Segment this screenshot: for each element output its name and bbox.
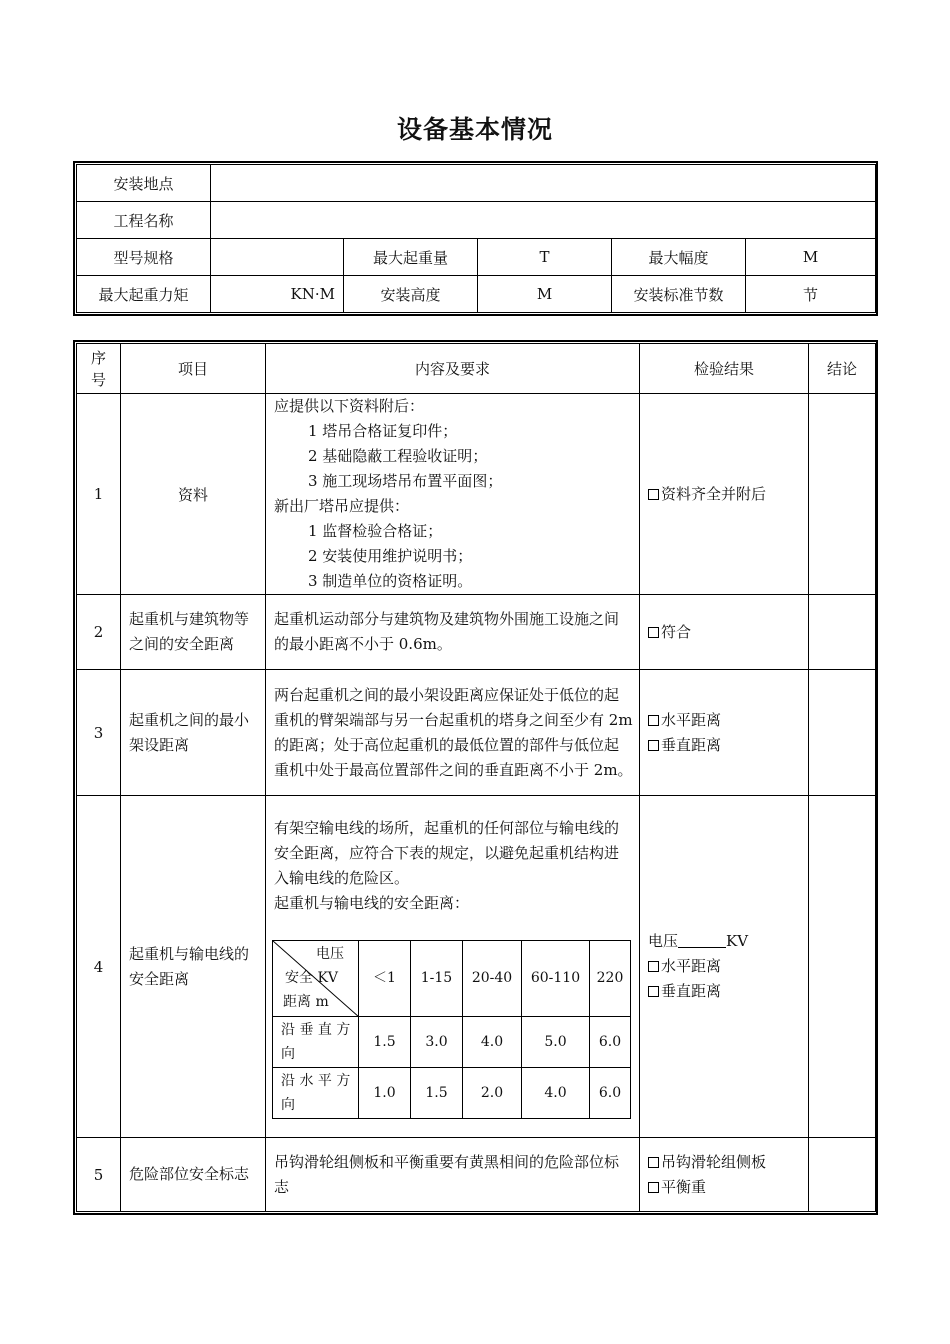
row-seq: 4 — [77, 796, 121, 1138]
project-name-label: 工程名称 — [77, 202, 211, 239]
max-lift-weight-label: 最大起重量 — [344, 239, 478, 276]
max-moment-label: 最大起重力矩 — [77, 276, 211, 313]
result-option[interactable] — [648, 954, 802, 979]
table-row — [77, 670, 876, 796]
max-moment-unit[interactable]: KN·M — [211, 276, 344, 313]
checkbox-icon[interactable] — [648, 715, 659, 726]
install-location-value[interactable] — [211, 165, 876, 202]
header-seq-text: 序号 — [90, 348, 106, 389]
row-content — [266, 796, 640, 1138]
voltage-blank[interactable] — [678, 933, 726, 948]
result-option[interactable] — [648, 979, 802, 1004]
corner-bottom-label: 距离 m — [283, 994, 329, 1010]
checkbox-icon[interactable] — [648, 961, 659, 972]
checkbox-icon[interactable] — [648, 740, 659, 751]
header-item: 项目 — [121, 344, 266, 394]
list-item: 2 基础隐蔽工程验收证明； — [308, 447, 488, 465]
header-seq — [77, 344, 121, 394]
row-result — [640, 1138, 809, 1212]
row-conclusion[interactable] — [809, 595, 876, 670]
header-result: 检验结果 — [640, 344, 809, 394]
checklist-table — [76, 343, 876, 1212]
row-content: 两台起重机之间的最小架设距离应保证处于低位的起重机的臂架端部与另一台起重机的塔身之间至少有 2m 的距离；处于高位起重机的最低位置的部件与低位起重机中处于最高位置部件之间的垂直距离不小于 2m。 — [266, 670, 640, 796]
table-row — [77, 1138, 876, 1212]
corner-top-label: 电压 — [316, 946, 344, 962]
max-radius-label: 最大幅度 — [612, 239, 746, 276]
model-spec-value[interactable] — [211, 239, 344, 276]
list-item: 3 施工现场塔吊布置平面图； — [308, 472, 503, 490]
header-content: 内容及要求 — [266, 344, 640, 394]
max-radius-unit[interactable]: M — [746, 239, 876, 276]
voltage-header: 20-40 — [463, 941, 522, 1017]
checkbox-icon[interactable] — [648, 1182, 659, 1193]
row-item: 起重机与建筑物等之间的安全距离 — [121, 595, 266, 670]
max-lift-weight-unit[interactable]: T — [478, 239, 612, 276]
table-row — [77, 595, 876, 670]
distance-value: 4.0 — [463, 1017, 522, 1068]
voltage-header: 60-110 — [522, 941, 590, 1017]
voltage-header: 220 — [590, 941, 631, 1017]
distance-value: 1.5 — [411, 1068, 463, 1119]
model-spec-label: 型号规格 — [77, 239, 211, 276]
row-content: 起重机运动部分与建筑物及建筑物外围施工设施之间的最小距离不小于 0.6m。 — [266, 595, 640, 670]
voltage-label: 电压 — [648, 932, 679, 950]
table-row — [77, 796, 876, 1138]
install-height-unit[interactable]: M — [478, 276, 612, 313]
table-row — [77, 394, 876, 595]
direction-label: 沿 水 平 方向 — [273, 1068, 359, 1119]
voltage-distance-table — [272, 940, 631, 1119]
checklist-frame — [73, 340, 878, 1215]
result-option[interactable] — [648, 1175, 802, 1200]
list-item: 3 制造单位的资格证明。 — [308, 572, 473, 590]
project-name-value[interactable] — [211, 202, 876, 239]
distance-value: 4.0 — [522, 1068, 590, 1119]
distance-value: 6.0 — [590, 1068, 631, 1119]
direction-label: 沿 垂 直 方向 — [273, 1017, 359, 1068]
row-item: 起重机之间的最小架设距离 — [121, 670, 266, 796]
checkbox-icon[interactable] — [648, 489, 659, 500]
install-location-label: 安装地点 — [77, 165, 211, 202]
checkbox-icon[interactable] — [648, 1157, 659, 1168]
result-option[interactable] — [648, 733, 802, 758]
result-label: 资料齐全并附后 — [661, 484, 767, 503]
result-option[interactable] — [648, 620, 802, 645]
list-item: 2 安装使用维护说明书； — [308, 547, 473, 565]
equipment-info-table — [76, 164, 876, 313]
row-conclusion[interactable] — [809, 670, 876, 796]
row-item: 资料 — [121, 394, 266, 595]
checkbox-icon[interactable] — [648, 986, 659, 997]
result-option[interactable] — [648, 1150, 802, 1175]
voltage-header: ＜1 — [359, 941, 411, 1017]
result-label: 垂直距离 — [661, 982, 722, 1000]
distance-value: 5.0 — [522, 1017, 590, 1068]
install-height-label: 安装高度 — [344, 276, 478, 313]
result-label: 水平距离 — [661, 957, 722, 975]
result-label: 平衡重 — [661, 1177, 707, 1196]
checkbox-icon[interactable] — [648, 627, 659, 638]
distance-value: 3.0 — [411, 1017, 463, 1068]
row-seq: 3 — [77, 670, 121, 796]
row-result — [640, 670, 809, 796]
result-label: 水平距离 — [661, 710, 722, 729]
std-sections-label: 安装标准节数 — [612, 276, 746, 313]
row-conclusion[interactable] — [809, 1138, 876, 1212]
distance-value: 1.0 — [359, 1068, 411, 1119]
row-item: 起重机与输电线的安全距离 — [121, 796, 266, 1138]
distance-value: 6.0 — [590, 1017, 631, 1068]
voltage-table-corner — [273, 941, 359, 1017]
result-label: 吊钩滑轮组侧板 — [661, 1152, 767, 1171]
row-result — [640, 595, 809, 670]
result-option[interactable] — [648, 482, 802, 507]
result-label: 符合 — [661, 622, 692, 641]
list-item: 1 监督检验合格证； — [308, 522, 443, 540]
voltage-fill-line[interactable] — [648, 929, 802, 954]
corner-mid-label: 安全 KV — [285, 970, 339, 986]
distance-value: 1.5 — [359, 1017, 411, 1068]
intro-text: 应提供以下资料附后： — [274, 397, 425, 415]
row-result — [640, 796, 809, 1138]
row-seq: 5 — [77, 1138, 121, 1212]
row-content: 吊钩滑轮组侧板和平衡重要有黄黑相间的危险部位标志 — [266, 1138, 640, 1212]
row-seq: 2 — [77, 595, 121, 670]
header-conclusion: 结论 — [809, 344, 876, 394]
std-sections-unit[interactable]: 节 — [746, 276, 876, 313]
distance-value: 2.0 — [463, 1068, 522, 1119]
result-option[interactable] — [648, 708, 802, 733]
voltage-header: 1-15 — [411, 941, 463, 1017]
row-item: 危险部位安全标志 — [121, 1138, 266, 1212]
content-text: 起重机与输电线的安全距离： — [274, 894, 470, 912]
row-conclusion[interactable] — [809, 394, 876, 595]
page-title: 设备基本情况 — [396, 115, 553, 144]
result-label: 垂直距离 — [661, 735, 722, 754]
row-result — [640, 394, 809, 595]
content-text: 有架空输电线的场所，起重机的任何部位与输电线的安全距离，应符合下表的规定，以避免起重机结构进入输电线的危险区。 — [274, 819, 620, 887]
intro-text: 新出厂塔吊应提供： — [274, 497, 410, 515]
list-item: 1 塔吊合格证复印件； — [308, 422, 458, 440]
row-content — [266, 394, 640, 595]
row-seq: 1 — [77, 394, 121, 595]
equipment-info-frame — [73, 161, 878, 316]
row-conclusion[interactable] — [809, 796, 876, 1138]
voltage-unit: KV — [726, 932, 749, 950]
